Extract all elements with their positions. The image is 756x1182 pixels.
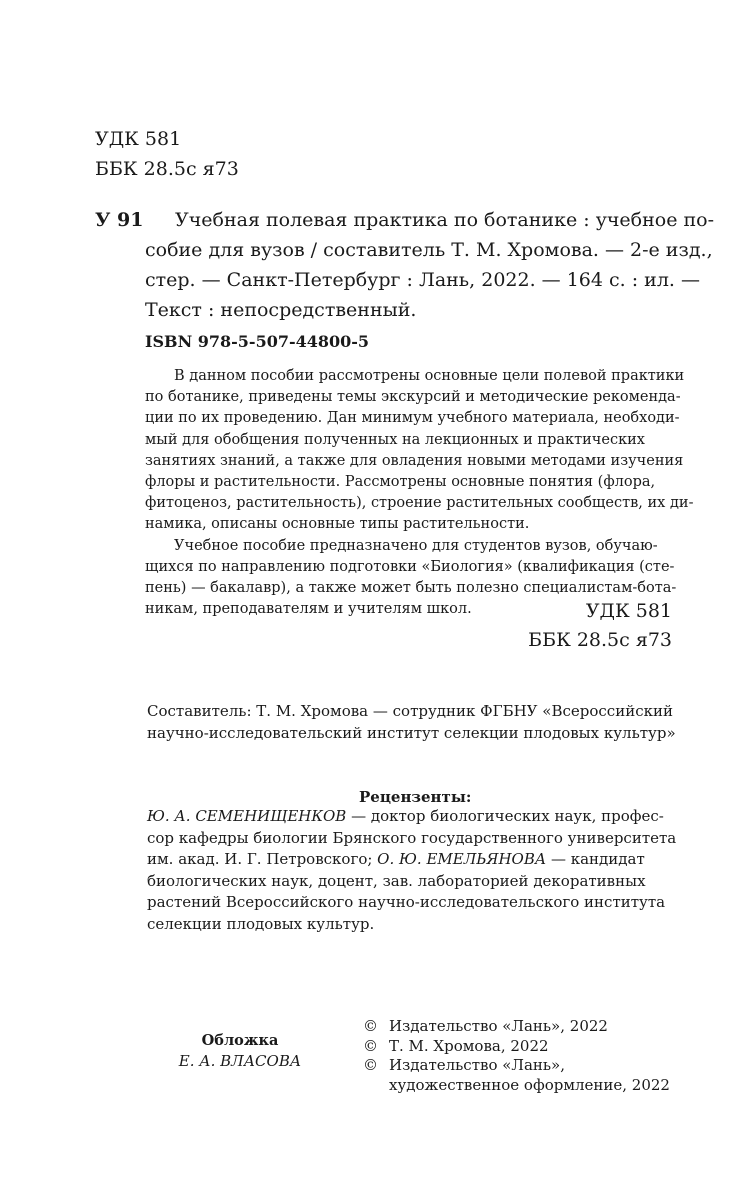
reviewer-1-desc: — доктор биологических наук, профес-: [346, 807, 664, 825]
annotation-line: В данном пособии рассмотрены основные цели полевой практики: [174, 368, 685, 384]
annotation-line: занятиях знаний, а также для овладения новыми методами изучения: [145, 452, 684, 469]
udk-top: УДК 581: [95, 128, 182, 150]
cover-credit: [160, 1031, 320, 1071]
copyright-line: [363, 1017, 670, 1037]
copyright-publisher: Издательство «Лань», 2022: [389, 1017, 608, 1035]
bib-line-2: собие для вузов / составитель Т. М. Хромова. — 2-е изд.,: [145, 239, 713, 261]
bbk-top: ББК 28.5с я73: [95, 158, 239, 180]
copyright-line: [363, 1037, 670, 1057]
reviewer-line: селекции плодовых культур.: [147, 914, 375, 933]
annotation-line: флоры и растительности. Рассмотрены основные понятия (флора,: [145, 474, 656, 491]
copyright-author: Т. М. Хромова, 2022: [389, 1036, 549, 1055]
bib-line-4: Текст : непосредственный.: [145, 299, 417, 321]
copyright-line: [363, 1056, 670, 1076]
bbk-right: ББК 28.5с я73: [528, 629, 672, 651]
annotation-line: намика, описаны основные типы растительности.: [145, 516, 530, 533]
annotation-line: мый для обобщения полученных на лекционных и практических: [145, 431, 645, 448]
copyright-line: [363, 1076, 670, 1096]
udk-right: УДК 581: [585, 600, 672, 622]
reviewer-1-affil-end: им. акад. И. Г. Петровского;: [147, 850, 378, 868]
reviewer-line: биологических наук, доцент, зав. лабораторией декоративных: [147, 871, 646, 890]
compiler-note: [147, 701, 676, 744]
isbn: ISBN 978-5-507-44800-5: [145, 332, 370, 351]
compiler-line: научно-исследовательский институт селекции плодовых культур»: [147, 723, 676, 742]
reviewer-2-name: О. Ю. ЕМЕЛЬЯНОВА: [377, 850, 547, 868]
annotation-line: фитоценоз, растительность), строение растительных сообществ, их ди-: [145, 495, 694, 512]
copyright-icon: ©: [363, 1017, 378, 1035]
copyright-icon: ©: [363, 1056, 378, 1074]
compiler-line: Составитель: Т. М. Хромова — сотрудник ФГБНУ «Всероссийский: [147, 702, 673, 720]
bib-line-1: Учебная полевая практика по ботанике : учебное по-: [175, 209, 715, 231]
bib-line-3: стер. — Санкт-Петербург : Лань, 2022. — 164 с. : ил. —: [145, 269, 700, 291]
reviewer-1-name: Ю. А. СЕМЕНИЩЕНКОВ: [147, 807, 347, 825]
reviewers-title: Рецензенты:: [359, 788, 472, 806]
annotation-line: никам, преподавателям и учителям школ.: [145, 601, 472, 618]
annotation-line: по ботанике, приведены темы экскурсий и методические рекоменда-: [145, 389, 681, 406]
annotation-line: ции по их проведению. Дан минимум учебного материала, необходи-: [145, 410, 680, 427]
reviewer-2-desc: — кандидат: [546, 850, 645, 868]
copyright-design: художественное оформление, 2022: [389, 1075, 670, 1094]
author-sign: У 91: [95, 209, 144, 231]
reviewer-line: сор кафедры биологии Брянского государственного университета: [147, 828, 677, 847]
copyright-design-publisher: Издательство «Лань»,: [389, 1056, 566, 1074]
copyright-icon: ©: [363, 1036, 378, 1055]
reviewer-line: растений Всероссийского научно-исследовательского института: [147, 893, 666, 911]
annotation-line: пень) — бакалавр), а также может быть полезно специалистам-бота-: [145, 580, 677, 597]
reviewer-line: [147, 849, 676, 871]
annotation: [145, 366, 694, 620]
reviewer-line: [147, 806, 676, 828]
annotation-line: щихся по направлению подготовки «Биология» (квалификация (сте-: [145, 558, 675, 575]
reviewers-block: [147, 806, 676, 935]
cover-artist: Е. А. ВЛАСОВА: [178, 1052, 302, 1070]
cover-label: Обложка: [201, 1032, 279, 1049]
copyright-block: [363, 1017, 670, 1095]
annotation-line: Учебное пособие предназначено для студентов вузов, обучаю-: [174, 537, 658, 554]
